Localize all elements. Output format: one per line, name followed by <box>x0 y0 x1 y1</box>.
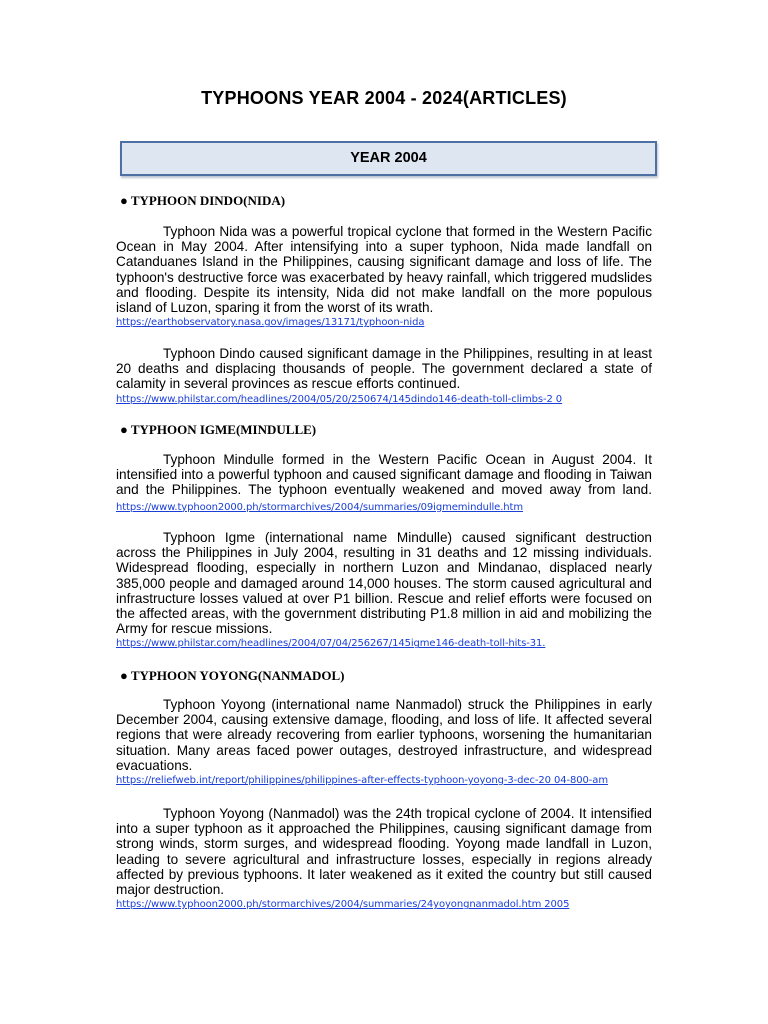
article-text: Typhoon Dindo caused significant damage in the Philippines, resulting in at least 20 deaths and displacing thousands of people. The government declared a state of calamity in several provinces as rescue efforts continued. <box>116 346 652 392</box>
article-link[interactable]: https://earthobservatory.nasa.gov/images/13171/typhoon-nida <box>116 317 425 329</box>
article-dindo <box>116 346 652 408</box>
article-text: Typhoon Yoyong (international name Nanmadol) struck the Philippines in early December 2004, causing extensive damage, flooding, and loss of life. It affected several regions that were already recovering from earlier typhoons, worsening the humanitarian situation. Many areas faced power outages, destroyed infrastructure, and widespread evacuations. <box>116 697 652 773</box>
article-text: Typhoon Yoyong (Nanmadol) was the 24th tropical cyclone of 2004. It intensified into a super typhoon as it approached the Philippines, causing significant damage from strong winds, storm surges, and widespread flooding. Yoyong made landfall in Luzon, leading to severe agricultural and infrastructure losses, especially in regions already affected by previous typhoons. It later weakened as it exited the country but still caused major destruction. <box>116 806 652 898</box>
article-text: Typhoon Nida was a powerful tropical cyclone that formed in the Western Pacific Ocean in May 2004. After intensifying into a super typhoon, Nida made landfall on Catanduanes Island in the Philippines, causing significant damage and loss of life. The typhoon's destructive force was exacerbated by heavy rainfall, which triggered mudslides and flooding. Despite its intensity, Nida did not make landfall on the more populous island of Luzon, sparing it from the worst of its wrath. <box>116 224 652 316</box>
section-heading-yoyong: ● TYPHOON YOYONG(NANMADOL) <box>120 668 345 683</box>
article-igme <box>116 530 652 652</box>
article-link[interactable]: https://www.typhoon2000.ph/stormarchives/2004/summaries/09igmemindulle.htm <box>116 501 524 513</box>
article-link[interactable]: https://www.philstar.com/headlines/2004/05/20/250674/145dindo146-death-toll-climbs-2 0 <box>116 393 563 405</box>
article-yoyong-1 <box>116 697 652 788</box>
year-banner: YEAR 2004 <box>120 141 657 176</box>
article-text <box>116 452 652 515</box>
article-yoyong-2 <box>116 806 652 913</box>
section-heading-dindo: ● TYPHOON DINDO(NIDA) <box>120 193 286 208</box>
article-mindulle <box>116 452 652 515</box>
document-title: TYPHOONS YEAR 2004 - 2024(ARTICLES) <box>201 88 567 108</box>
article-nida <box>116 224 652 331</box>
section-heading-igme: ● TYPHOON IGME(MINDULLE) <box>120 422 317 437</box>
article-text-body: Typhoon Mindulle formed in the Western Pacific Ocean in August 2004. It intensified into a powerful typhoon and caused significant damage and flooding in Taiwan and the Philippines. The typhoon eventually weakened and moved away from land. <box>116 452 652 498</box>
article-link[interactable]: https://www.typhoon2000.ph/stormarchives/2004/summaries/24yoyongnanmadol.htm 2005 <box>116 899 570 911</box>
article-text: Typhoon Igme (international name Mindulle) caused significant destruction across the Philippines in July 2004, resulting in 31 deaths and 12 missing individuals. Widespread flooding, especially in northern Luzon and Mindanao, displaced nearly 385,000 people and damaged around 14,000 houses. The storm caused agricultural and infrastructure losses valued at over P1 billion. Rescue and relief efforts were focused on the affected areas, with the government distributing P1.8 million in aid and mobilizing the Army for rescue missions. <box>116 530 652 637</box>
article-link[interactable]: https://reliefweb.int/report/philippines/philippines-after-effects-typhoon-yoyong-3-dec-20 04-800-am <box>116 775 608 787</box>
article-link[interactable]: https://www.philstar.com/headlines/2004/07/04/256267/145igme146-death-toll-hits-31. <box>116 638 546 650</box>
